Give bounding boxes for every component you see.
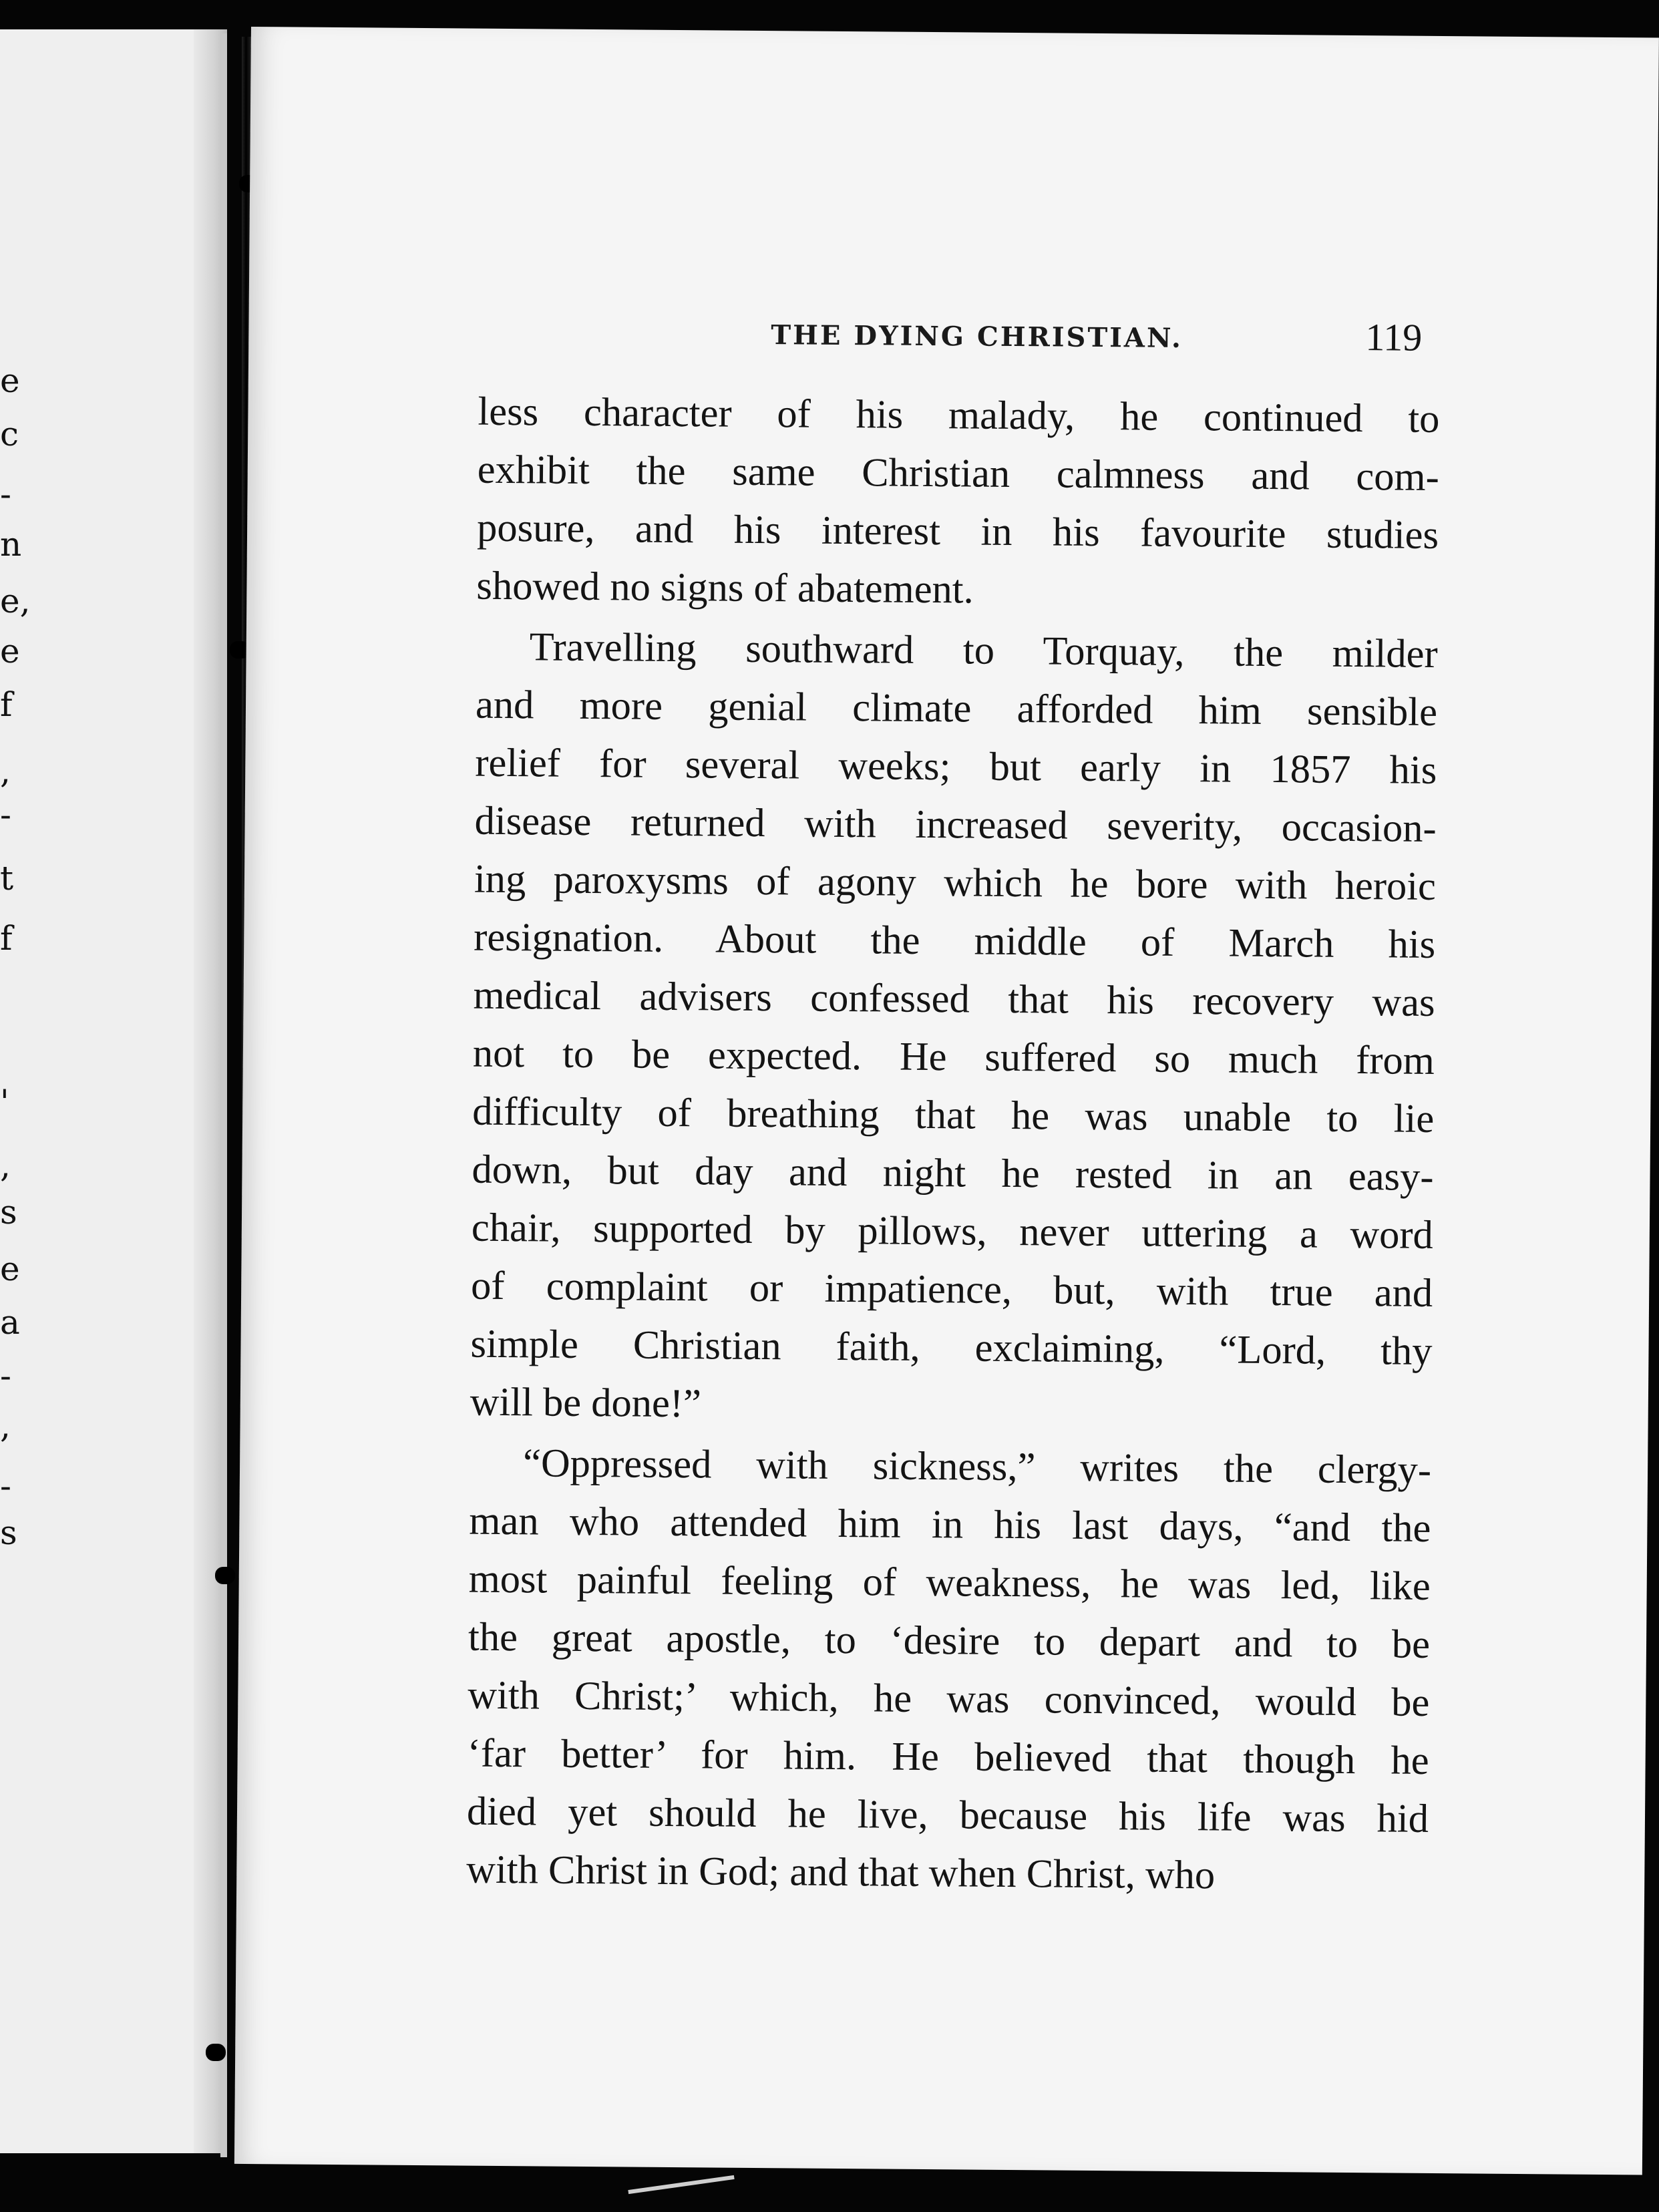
text-line: ing paroxysms of agony which he bore with heroic — [474, 856, 1437, 909]
page-bottom-mark — [628, 2175, 734, 2194]
text-line: not to be expected. He suffered so much from — [472, 1031, 1435, 1083]
text-line: showed no signs of abatement. — [476, 563, 974, 612]
facing-page-fragment: c — [0, 415, 19, 453]
text-line: man who attended him in his last days, “and the — [469, 1498, 1431, 1551]
facing-page-fragment: e, — [0, 582, 31, 620]
text-line: with Christ;’ which, he was convinced, would be — [468, 1672, 1430, 1725]
text-line: medical advisers confessed that his recovery was — [473, 972, 1435, 1025]
text-line: of complaint or impatience, but, with true and — [470, 1263, 1433, 1316]
body-text — [466, 383, 1440, 1909]
facing-page-fragment: f — [0, 919, 13, 958]
running-head: THE DYING CHRISTIAN. — [771, 319, 1183, 354]
facing-page-fragment: , — [0, 752, 11, 791]
text-line: with Christ in God; and that when Christ, who — [466, 1847, 1216, 1898]
text-line: will be done!” — [470, 1379, 702, 1427]
text-line: posure, and his interest in his favourite studies — [476, 505, 1439, 558]
binding-stitch — [206, 2044, 226, 2061]
book-page — [234, 27, 1659, 2175]
text-line: died yet should he live, because his life was hid — [466, 1789, 1429, 1841]
facing-page-fragment: - — [0, 1467, 11, 1505]
facing-page-fragment: e — [0, 361, 20, 400]
facing-page-fragment: s — [0, 1513, 17, 1552]
text-line: resignation. About the middle of March his — [474, 914, 1436, 967]
text-line: relief for several weeks; but early in 1857 his — [475, 740, 1437, 793]
facing-page-fragment: - — [0, 795, 11, 834]
paragraph — [476, 383, 1440, 622]
text-line: the great apostle, to ‘desire to depart and to be — [468, 1614, 1431, 1667]
facing-page-fragment: , — [0, 1407, 11, 1445]
text-line: and more genial climate afforded him sensible — [475, 682, 1438, 735]
facing-page-fragment: - — [0, 475, 11, 514]
paragraph — [470, 618, 1438, 1439]
facing-page-fragment: f — [0, 685, 13, 724]
facing-page-fragment: a — [0, 1303, 20, 1342]
text-line: Travelling southward to Torquay, the milder — [529, 624, 1438, 677]
facing-page-fragment: n — [0, 525, 22, 564]
text-line: simple Christian faith, exclaiming, “Lord, thy — [470, 1321, 1433, 1374]
facing-page-fragment: t — [0, 859, 14, 898]
text-line: “Oppressed with sickness,” writes the clergy- — [522, 1441, 1432, 1493]
paragraph — [466, 1434, 1431, 1906]
binding-stitch — [215, 1567, 235, 1584]
text-line: less character of his malady, he continued to — [478, 389, 1440, 441]
facing-page-fragment: s — [0, 1193, 17, 1232]
text-line: down, but day and night he rested in an easy- — [472, 1147, 1434, 1200]
text-line: exhibit the same Christian calmness and com- — [477, 447, 1440, 500]
text-line: difficulty of breathing that he was unable to lie — [472, 1089, 1435, 1141]
facing-page-fragment: e — [0, 632, 20, 671]
previous-page — [0, 29, 220, 2153]
text-line: disease returned with increased severity, occasion- — [474, 798, 1437, 851]
facing-page-fragment: ' — [0, 1083, 9, 1121]
gutter-fold — [220, 33, 227, 2157]
text-line: most painful feeling of weakness, he was led, like — [468, 1556, 1431, 1609]
page-number: 119 — [1365, 315, 1423, 359]
facing-page-fragment: e — [0, 1250, 20, 1288]
facing-page-fragment: - — [0, 1356, 11, 1395]
text-line: chair, supported by pillows, never uttering a word — [471, 1205, 1434, 1258]
text-line: ‘far better’ for him. He believed that though he — [467, 1730, 1429, 1783]
facing-page-fragment: , — [0, 1146, 11, 1185]
